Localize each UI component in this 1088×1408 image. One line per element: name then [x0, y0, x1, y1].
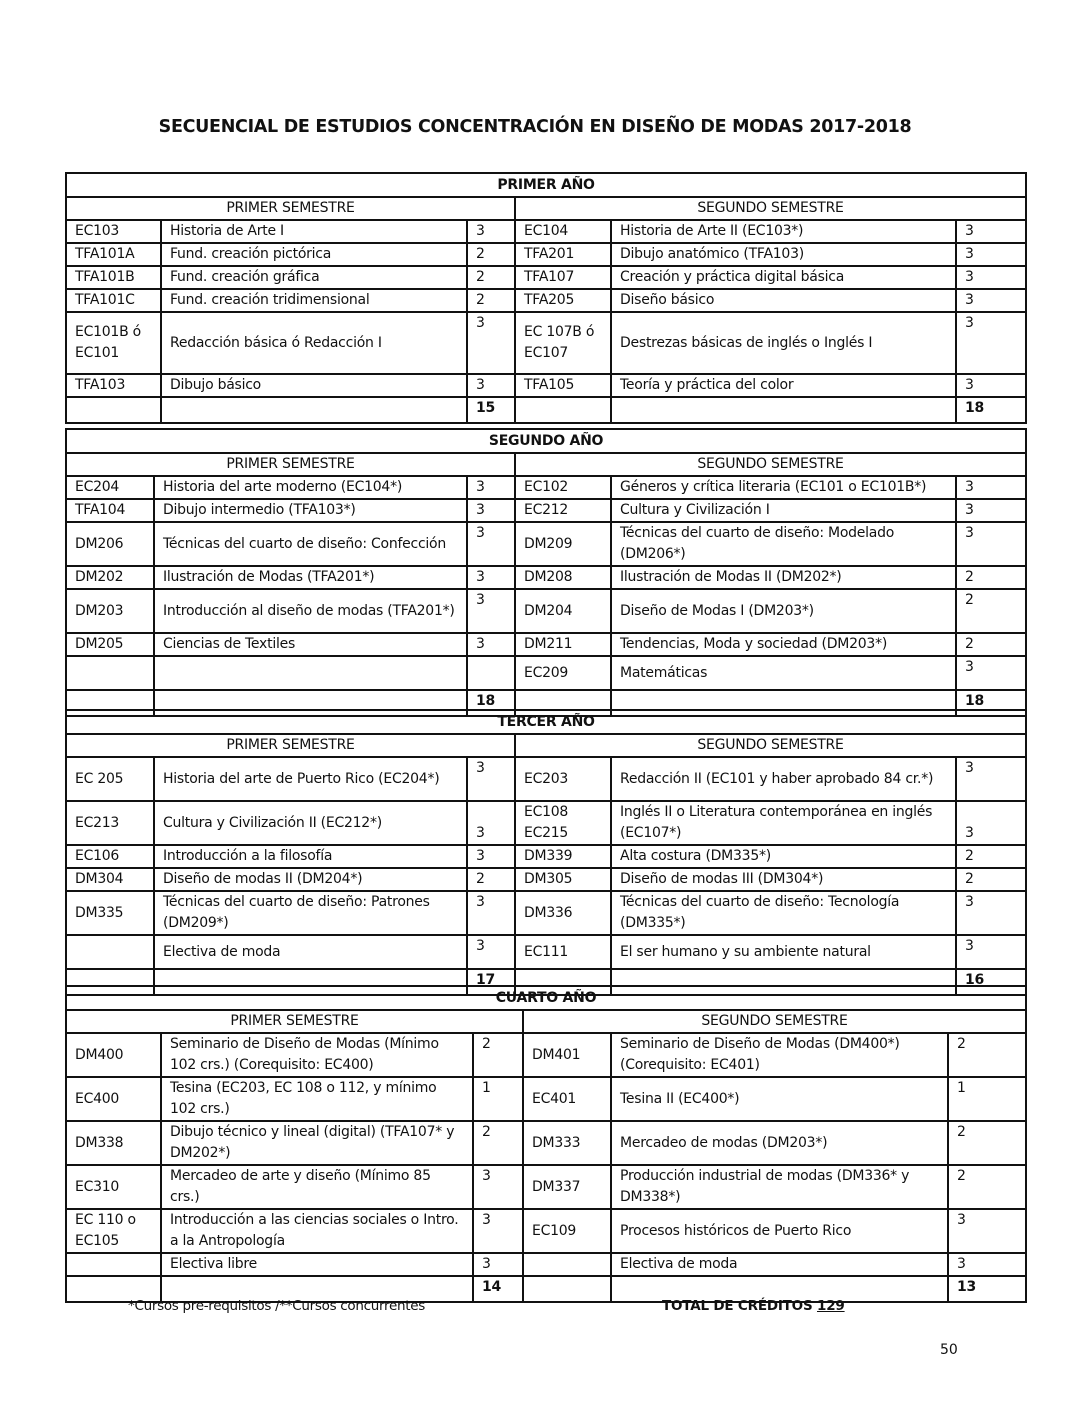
course-credits: 3: [956, 312, 1026, 374]
course-row: [66, 1033, 1026, 1077]
course-credits: 3: [956, 266, 1026, 289]
course-code: EC 107B ó EC107: [515, 312, 611, 374]
course-credits: 3: [956, 476, 1026, 499]
semester-heading-first: PRIMER SEMESTRE: [66, 453, 515, 476]
course-name: Electiva de moda: [611, 1253, 948, 1276]
course-code: TFA105: [515, 374, 611, 397]
course-name: Fund. creación pictórica: [161, 243, 467, 266]
course-row: [66, 1077, 1026, 1121]
course-row: [66, 1165, 1026, 1209]
course-row: [66, 801, 1026, 845]
year-header-row: [66, 986, 1026, 1010]
course-code: EC400: [66, 1077, 161, 1121]
course-name: Tesina II (EC400*): [611, 1077, 948, 1121]
course-name: Diseño básico: [611, 289, 956, 312]
course-row: [66, 589, 1026, 633]
year-table: [65, 709, 1027, 996]
course-row: [66, 312, 1026, 374]
course-code: DM206: [66, 522, 154, 566]
course-code: TFA201: [515, 243, 611, 266]
course-credits: 2: [956, 566, 1026, 589]
course-name: Introducción a la filosofía: [154, 845, 467, 868]
course-credits: 3: [467, 476, 515, 499]
course-name: Matemáticas: [611, 656, 956, 690]
total-credits-value: 129: [817, 1298, 845, 1314]
course-name: Seminario de Diseño de Modas (DM400*) (Corequisito: EC401): [611, 1033, 948, 1077]
course-name: Historia del arte de Puerto Rico (EC204*): [154, 757, 467, 801]
course-credits: 3: [473, 1165, 523, 1209]
course-code: DM339: [515, 845, 611, 868]
course-row: [66, 1209, 1026, 1253]
semester-heading-first: PRIMER SEMESTRE: [66, 197, 515, 220]
course-code: DM205: [66, 633, 154, 656]
course-name: Teoría y práctica del color: [611, 374, 956, 397]
course-name: Introducción al diseño de modas (TFA201*): [154, 589, 467, 633]
course-code: TFA205: [515, 289, 611, 312]
year-header-row: [66, 429, 1026, 453]
course-name: Géneros y crítica literaria (EC101 o EC101B*): [611, 476, 956, 499]
course-code: DM305: [515, 868, 611, 891]
course-credits: 3: [956, 220, 1026, 243]
course-credits: 3: [467, 312, 515, 374]
course-credits: 3: [467, 801, 515, 845]
course-code: EC109: [523, 1209, 611, 1253]
course-code: [66, 656, 154, 690]
course-code: EC203: [515, 757, 611, 801]
year-heading: TERCER AÑO: [66, 710, 1026, 734]
course-credits: 3: [473, 1253, 523, 1276]
course-row: [66, 220, 1026, 243]
course-row: [66, 476, 1026, 499]
course-code: DM336: [515, 891, 611, 935]
year-table: [65, 985, 1027, 1303]
course-name: Electiva de moda: [154, 935, 467, 969]
course-name: Técnicas del cuarto de diseño: Modelado (DM206*): [611, 522, 956, 566]
course-credits: 1: [473, 1077, 523, 1121]
course-credits: 2: [467, 266, 515, 289]
course-code: EC213: [66, 801, 154, 845]
course-name: Producción industrial de modas (DM336* y DM338*): [611, 1165, 948, 1209]
course-name: Cultura y Civilización I: [611, 499, 956, 522]
course-name: Historia del arte moderno (EC104*): [154, 476, 467, 499]
course-code: EC101B ó EC101: [66, 312, 161, 374]
empty-cell: [161, 397, 467, 423]
course-code: [66, 1253, 161, 1276]
total-row: [66, 397, 1026, 423]
semester-header-row: [66, 734, 1026, 757]
year-heading: SEGUNDO AÑO: [66, 429, 1026, 453]
course-credits: 3: [473, 1209, 523, 1253]
course-credits: 2: [956, 633, 1026, 656]
year-header-row: [66, 173, 1026, 197]
course-code: DM204: [515, 589, 611, 633]
course-name: Mercadeo de arte y diseño (Mínimo 85 crs.): [161, 1165, 473, 1209]
course-name: Seminario de Diseño de Modas (Mínimo 102 crs.) (Corequisito: EC400): [161, 1033, 473, 1077]
empty-cell: [523, 1276, 611, 1302]
course-row: [66, 566, 1026, 589]
course-credits: 2: [467, 243, 515, 266]
course-row: [66, 289, 1026, 312]
course-row: [66, 757, 1026, 801]
course-credits: 2: [948, 1121, 1026, 1165]
empty-cell: [66, 397, 161, 423]
course-name: Creación y práctica digital básica: [611, 266, 956, 289]
course-credits: 3: [956, 522, 1026, 566]
course-code: DM209: [515, 522, 611, 566]
course-code: DM211: [515, 633, 611, 656]
course-code: TFA101B: [66, 266, 161, 289]
year-header-row: [66, 710, 1026, 734]
course-row: [66, 266, 1026, 289]
course-credits: 3: [467, 220, 515, 243]
course-credits: 2: [956, 845, 1026, 868]
course-name: Ilustración de Modas II (DM202*): [611, 566, 956, 589]
course-name: Destrezas básicas de inglés o Inglés I: [611, 312, 956, 374]
semester-heading-second: SEGUNDO SEMESTRE: [515, 453, 1026, 476]
year-heading: CUARTO AÑO: [66, 986, 1026, 1010]
course-code: DM335: [66, 891, 154, 935]
course-row: [66, 374, 1026, 397]
course-code: EC108 EC215: [515, 801, 611, 845]
course-name: Dibujo técnico y lineal (digital) (TFA107* y DM202*): [161, 1121, 473, 1165]
course-credits: 3: [956, 656, 1026, 690]
course-code: EC212: [515, 499, 611, 522]
course-name: Tesina (EC203, EC 108 o 112, y mínimo 102 crs.): [161, 1077, 473, 1121]
course-name: Cultura y Civilización II (EC212*): [154, 801, 467, 845]
course-credits: 3: [467, 845, 515, 868]
course-row: [66, 845, 1026, 868]
total-credits-label: TOTAL DE CRÉDITOS: [662, 1298, 813, 1314]
course-credits: 1: [948, 1077, 1026, 1121]
course-credits: 2: [467, 868, 515, 891]
course-row: [66, 633, 1026, 656]
course-name: Dibujo básico: [161, 374, 467, 397]
course-row: [66, 868, 1026, 891]
course-name: Técnicas del cuarto de diseño: Tecnología (DM335*): [611, 891, 956, 935]
course-row: [66, 935, 1026, 969]
course-name: Redacción II (EC101 y haber aprobado 84 cr.*): [611, 757, 956, 801]
course-credits: 3: [956, 891, 1026, 935]
course-name: Historia de Arte II (EC103*): [611, 220, 956, 243]
course-name: Ilustración de Modas (TFA201*): [154, 566, 467, 589]
semester-heading-second: SEGUNDO SEMESTRE: [523, 1010, 1026, 1033]
course-credits: 3: [467, 374, 515, 397]
semester-header-row: [66, 1010, 1026, 1033]
course-credits: 3: [467, 522, 515, 566]
course-code: EC104: [515, 220, 611, 243]
course-code: EC310: [66, 1165, 161, 1209]
course-name: Alta costura (DM335*): [611, 845, 956, 868]
course-credits: 3: [956, 499, 1026, 522]
semester-header-row: [66, 197, 1026, 220]
course-credits: [467, 656, 515, 690]
course-code: EC209: [515, 656, 611, 690]
course-name: Diseño de modas III (DM304*): [611, 868, 956, 891]
course-code: EC204: [66, 476, 154, 499]
course-name: Dibujo anatómico (TFA103): [611, 243, 956, 266]
course-row: [66, 243, 1026, 266]
page-title: SECUENCIAL DE ESTUDIOS CONCENTRACIÓN EN DISEÑO DE MODAS 2017-2018: [158, 117, 912, 137]
course-credits: 2: [956, 868, 1026, 891]
semester-heading-first: PRIMER SEMESTRE: [66, 734, 515, 757]
course-code: [66, 935, 154, 969]
course-code: EC102: [515, 476, 611, 499]
course-code: TFA103: [66, 374, 161, 397]
course-code: DM400: [66, 1033, 161, 1077]
course-code: DM208: [515, 566, 611, 589]
course-credits: 3: [467, 891, 515, 935]
course-name: Fund. creación gráfica: [161, 266, 467, 289]
course-credits: 3: [467, 757, 515, 801]
course-credits: 3: [467, 566, 515, 589]
course-name: Diseño de Modas I (DM203*): [611, 589, 956, 633]
total-credits: [662, 1298, 845, 1314]
semester-total-credits: 18: [467, 690, 515, 716]
course-row: [66, 1253, 1026, 1276]
course-credits: 2: [948, 1165, 1026, 1209]
course-name: Ciencias de Textiles: [154, 633, 467, 656]
course-code: TFA107: [515, 266, 611, 289]
course-credits: 3: [948, 1253, 1026, 1276]
semester-total-credits: 14: [473, 1276, 523, 1302]
semester-total-credits: 18: [956, 397, 1026, 423]
course-row: [66, 891, 1026, 935]
course-credits: 3: [467, 935, 515, 969]
year-heading: PRIMER AÑO: [66, 173, 1026, 197]
course-name: Mercadeo de modas (DM203*): [611, 1121, 948, 1165]
course-credits: 2: [473, 1033, 523, 1077]
footnote: *Cursos pre-requisitos /**Cursos concurrentes: [128, 1298, 425, 1314]
semester-total-credits: 13: [948, 1276, 1026, 1302]
course-credits: 3: [956, 374, 1026, 397]
course-credits: 3: [956, 243, 1026, 266]
course-credits: 3: [467, 589, 515, 633]
course-code: TFA104: [66, 499, 154, 522]
course-name: Electiva libre: [161, 1253, 473, 1276]
course-name: Tendencias, Moda y sociedad (DM203*): [611, 633, 956, 656]
course-name: Introducción a las ciencias sociales o Intro. a la Antropología: [161, 1209, 473, 1253]
semester-heading-second: SEGUNDO SEMESTRE: [515, 197, 1026, 220]
course-credits: 3: [956, 289, 1026, 312]
course-credits: 3: [956, 935, 1026, 969]
course-name: [154, 656, 467, 690]
course-code: [523, 1253, 611, 1276]
semester-total-credits: 15: [467, 397, 515, 423]
course-name: Fund. creación tridimensional: [161, 289, 467, 312]
semester-header-row: [66, 453, 1026, 476]
semester-total-credits: 17: [467, 969, 515, 995]
course-name: Procesos históricos de Puerto Rico: [611, 1209, 948, 1253]
course-code: EC103: [66, 220, 161, 243]
semester-total-credits: 18: [956, 690, 1026, 716]
course-code: DM203: [66, 589, 154, 633]
semester-total-credits: 16: [956, 969, 1026, 995]
course-code: TFA101A: [66, 243, 161, 266]
course-row: [66, 499, 1026, 522]
course-name: Dibujo intermedio (TFA103*): [154, 499, 467, 522]
course-name: El ser humano y su ambiente natural: [611, 935, 956, 969]
course-code: DM337: [523, 1165, 611, 1209]
course-code: DM333: [523, 1121, 611, 1165]
course-credits: 2: [948, 1033, 1026, 1077]
course-name: Historia de Arte I: [161, 220, 467, 243]
empty-cell: [611, 397, 956, 423]
course-code: EC111: [515, 935, 611, 969]
course-code: DM401: [523, 1033, 611, 1077]
course-name: Inglés II o Literatura contemporánea en inglés (EC107*): [611, 801, 956, 845]
course-credits: 3: [956, 801, 1026, 845]
empty-cell: [515, 397, 611, 423]
semester-heading-first: PRIMER SEMESTRE: [66, 1010, 523, 1033]
course-credits: 2: [467, 289, 515, 312]
course-row: [66, 522, 1026, 566]
course-code: DM304: [66, 868, 154, 891]
course-credits: 3: [948, 1209, 1026, 1253]
course-name: Técnicas del cuarto de diseño: Confección: [154, 522, 467, 566]
course-code: EC 205: [66, 757, 154, 801]
semester-heading-second: SEGUNDO SEMESTRE: [515, 734, 1026, 757]
course-code: TFA101C: [66, 289, 161, 312]
page-number: 50: [940, 1342, 958, 1358]
course-credits: 3: [467, 633, 515, 656]
course-credits: 3: [467, 499, 515, 522]
course-credits: 2: [473, 1121, 523, 1165]
course-name: Diseño de modas II (DM204*): [154, 868, 467, 891]
course-code: DM202: [66, 566, 154, 589]
course-code: EC106: [66, 845, 154, 868]
course-credits: 3: [956, 757, 1026, 801]
course-code: EC401: [523, 1077, 611, 1121]
course-code: DM338: [66, 1121, 161, 1165]
course-name: Técnicas del cuarto de diseño: Patrones (DM209*): [154, 891, 467, 935]
course-credits: 2: [956, 589, 1026, 633]
year-table: [65, 172, 1027, 424]
course-code: EC 110 o EC105: [66, 1209, 161, 1253]
course-row: [66, 1121, 1026, 1165]
course-row: [66, 656, 1026, 690]
year-table: [65, 428, 1027, 717]
course-name: Redacción básica ó Redacción I: [161, 312, 467, 374]
